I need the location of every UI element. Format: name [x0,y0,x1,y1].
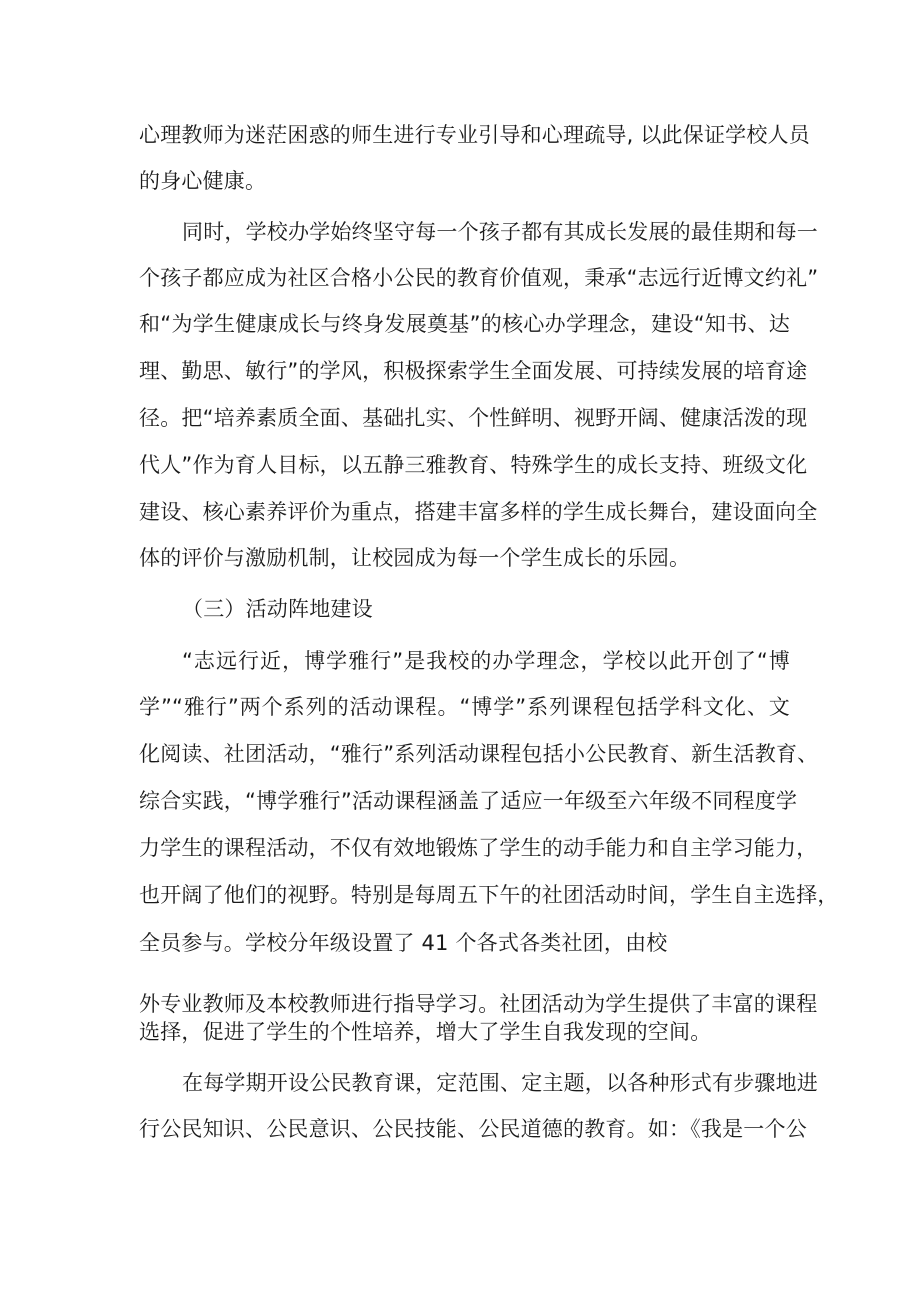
text-line: 全员参与。学校分年级设置了 41 个各式各类社团，由校 [139,931,668,955]
text-line: 化阅读、社团活动，“雅行”系列活动课程包括小公民教育、新生活教育、 [139,742,819,766]
text-line: 行公民知识、公民意识、公民技能、公民道德的教育。如：《我是一个公 [139,1117,807,1141]
text-line: 建设、核心素养评价为重点，搭建丰富多样的学生成长舞台，建设面向全 [139,500,818,524]
text-line: 的身心健康。 [139,169,267,193]
text-line: 学”“雅行”两个系列的活动课程。“博学”系列课程包括学科文化、文 [139,695,790,719]
text-line: 力学生的课程活动，不仅有效地锻炼了学生的动手能力和自主学习能力， [139,836,818,860]
text-line: 外专业教师及本校教师进行指导学习。社团活动为学生提供了丰富的课程 [139,992,818,1016]
text-line: 径。把“培养素质全面、基础扎实、个性鲜明、视野开阔、健康活泼的现 [139,406,808,430]
text-line: 也开阔了他们的视野。特别是每周五下午的社团活动时间，学生自主选择， [139,883,839,907]
paragraph-first-line: “志远行近，博学雅行”是我校的办学理念，学校以此开创了“博 [182,649,790,673]
text-line: 心理教师为迷茫困惑的师生进行专业引导和心理疏导, 以此保证学校人员 [139,123,810,147]
text-line: 代人”作为育人目标，以五静三雅教育、特殊学生的成长支持、班级文化 [139,453,808,477]
paragraph-first-line: 在每学期开设公民教育课，定范围、定主题，以各种形式有步骤地进 [182,1071,818,1095]
text-line: 理、勤思、敏行”的学风，积极探索学生全面发展、可持续发展的培育途 [139,359,808,383]
section-heading: （三）活动阵地建设 [182,597,373,621]
text-line: 个孩子都应成为社区合格小公民的教育价值观，秉承“志远行近博文约礼” [139,266,819,290]
text-line: 和“为学生健康成长与终身发展奠基”的核心办学理念，建设“知书、达 [139,312,790,336]
paragraph-first-line: 同时，学校办学始终坚守每一个孩子都有其成长发展的最佳期和每一 [182,220,818,244]
text-line: 选择，促进了学生的个性培养，增大了学生自我发现的空间。 [139,1020,712,1044]
text-line: 体的评价与激励机制，让校园成为每一个学生成长的乐园。 [139,546,691,570]
text-line: 综合实践，“博学雅行”活动课程涵盖了适应一年级至六年级不同程度学 [139,789,798,813]
